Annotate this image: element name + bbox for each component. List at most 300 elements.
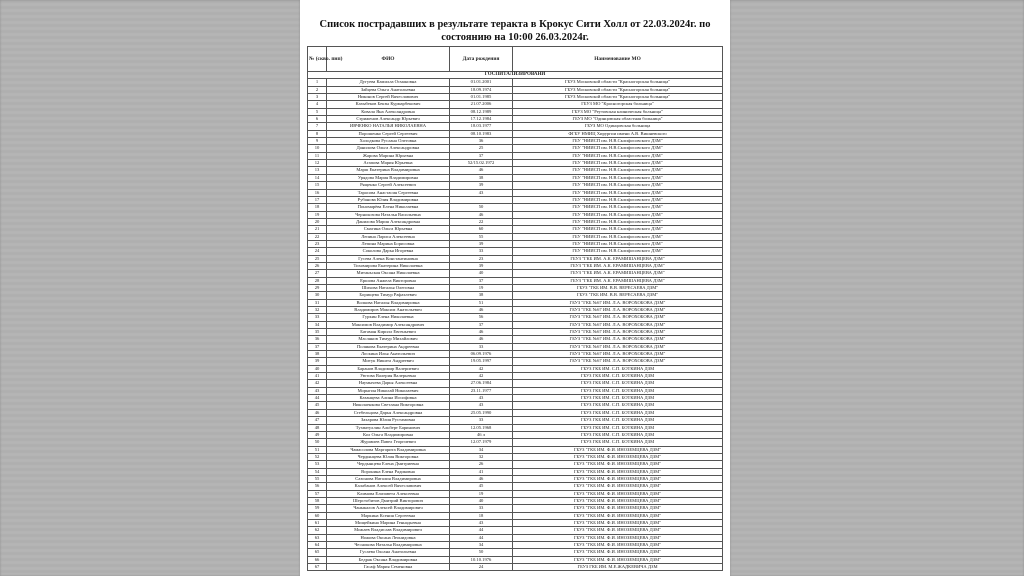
header-fio: ФИО [327,47,450,72]
row-fio: Климова Елизавета Алексеевна [327,490,450,497]
row-number: 16 [308,189,327,196]
row-mo: ГБУ "НИИСП им. Н.В.Склифосовского ДЗМ" [513,182,723,189]
row-mo: ГБУЗ "ГКБ ИМ. А.К. ЕРАМИШАНЦЕВА ДЗМ" [513,262,723,269]
row-number: 36 [308,336,327,343]
row-fio: ИВЧЕНКО НАТАЛЬЯ НИКОЛАЕВНА [327,123,450,130]
row-number: 21 [308,226,327,233]
table-row [308,299,723,306]
row-dob: 43 [450,519,513,526]
row-mo: ГБУЗ ГКБ ИМ. С.П. БОТКИНА ДЗМ [513,387,723,394]
table-row [308,542,723,549]
row-dob: 18.03.1977 [450,123,513,130]
row-fio: Гусаева Оксана Анатольевна [327,549,450,556]
row-mo: ГБУЗ ГКБ ИМ. С.П. БОТКИНА ДЗМ [513,431,723,438]
table-row [308,512,723,519]
row-dob: 19.05.1997 [450,358,513,365]
row-number: 61 [308,519,327,526]
row-mo: ГБУ "НИИСП им. Н.В.Склифосовского ДЗМ" [513,167,723,174]
row-fio: Полякова Екатерина Андреевна [327,343,450,350]
row-fio: Батаман Кирилл Евгеньевич [327,329,450,336]
row-fio: Уютова Валерия Валерьевна [327,373,450,380]
row-number: 67 [308,564,327,571]
row-fio: Дугуева Камилла Османовна [327,79,450,86]
table-row [308,307,723,314]
row-dob: 22 [450,218,513,225]
table-row [308,431,723,438]
row-dob: 25 [450,145,513,152]
row-fio: Бедрак Оксана Владимировна [327,556,450,563]
row-number: 13 [308,167,327,174]
row-dob: 42 [450,373,513,380]
row-number: 44 [308,395,327,402]
row-mo: ГБУЗ "ГКБ ИМ. Ф.И. ИНОЗЕМЦЕВА ДЗМ" [513,461,723,468]
row-number: 25 [308,255,327,262]
row-dob: 46 [450,211,513,218]
row-dob: 10.10.1976 [450,556,513,563]
row-dob [450,196,513,203]
row-mo: ГБУЗ "ГКБ ИМ. В.В. ВЕРЕСАЕВА ДЗМ" [513,284,723,291]
table-row [308,380,723,387]
row-mo: ФГБУ НМИЦ Хирургии имени А.В. Вишневского [513,130,723,137]
table-row [308,130,723,137]
row-mo: ГБУЗ ГКБ ИМ. М.Е.ЖАДКЕВИЧА ДЗМ [513,564,723,571]
row-mo: ГБУЗ ГКБ ИМ. С.П. БОТКИНА ДЗМ [513,424,723,431]
row-number: 22 [308,233,327,240]
section-row [308,72,723,79]
row-mo: ГБУЗ МО "Красногорская больница" [513,101,723,108]
row-number: 42 [308,380,327,387]
row-mo: ГБУЗ "ГКБ №67 ИМ. Л.А. ВОРОХОБОВА ДЗМ" [513,336,723,343]
row-mo: ГБУЗ "ГКБ ИМ. А.К. ЕРАМИШАНЦЕВА ДЗМ" [513,270,723,277]
row-mo: ГБУ "НИИСП им. Н.В.Склифосовского ДЗМ" [513,248,723,255]
row-number: 35 [308,329,327,336]
row-dob: 50 [450,549,513,556]
row-number: 39 [308,358,327,365]
row-fio: Воронина Елена Радиковна [327,468,450,475]
row-number: 10 [308,145,327,152]
row-number: 46 [308,409,327,416]
table-header-row [308,47,723,72]
row-fio: Митук Никита Андреевич [327,358,450,365]
row-fio: Митаньская Оксана Николаевна [327,270,450,277]
row-fio: Стебельцова Дарья Александровна [327,409,450,416]
row-number: 17 [308,196,327,203]
table-row [308,160,723,167]
row-number: 31 [308,299,327,306]
row-dob: 33 [450,417,513,424]
table-row [308,123,723,130]
table-row [308,262,723,269]
row-mo: ГБУЗ "ГКБ ИМ. Ф.И. ИНОЗЕМЦЕВА ДЗМ" [513,527,723,534]
row-mo: ГБУ "НИИСП им. Н.В.Склифосовского ДЗМ" [513,240,723,247]
row-fio: Казанцева Алина Иосифовна [327,395,450,402]
row-number: 62 [308,527,327,534]
table-row [308,182,723,189]
row-number: 54 [308,468,327,475]
row-fio: Чеснокова Наталья Владимировна [327,542,450,549]
table-row [308,240,723,247]
row-number: 48 [308,424,327,431]
row-dob: 43 [450,402,513,409]
row-dob: 39 [450,262,513,269]
row-number: 64 [308,542,327,549]
table-row [308,461,723,468]
table-row [308,395,723,402]
row-dob: 40 [450,270,513,277]
row-mo: ГБУЗ "ГКБ ИМ. Ф.И. ИНОЗЕМЦЕВА ДЗМ" [513,475,723,482]
row-dob: 01.01.1985 [450,94,513,101]
row-dob: 25.05.1990 [450,409,513,416]
row-dob: 46 [450,336,513,343]
table-row [308,336,723,343]
table-row [308,424,723,431]
row-number: 24 [308,248,327,255]
row-fio: Ножова Оксана Леонидовна [327,534,450,541]
row-dob: 46 л [450,431,513,438]
row-number: 57 [308,490,327,497]
row-number: 20 [308,218,327,225]
row-mo: ГБУЗ "ГКБ №67 ИМ. Л.А. ВОРОХОБОВА ДЗМ" [513,351,723,358]
table-row [308,292,723,299]
row-number: 34 [308,321,327,328]
row-number: 40 [308,365,327,372]
table-row [308,483,723,490]
row-number: 26 [308,262,327,269]
row-dob: 19 [450,284,513,291]
row-number: 55 [308,475,327,482]
row-dob: 24 [450,564,513,571]
row-dob: 38 [450,292,513,299]
row-fio: Чердынцева Елена Дмитриевна [327,461,450,468]
table-row [308,527,723,534]
row-fio: Баранов Владимир Валериевич [327,365,450,372]
document-title: Список пострадавших в результате теракта в Крокус Сити Холл от 22.03.2024г. по состоянию на 10:00 26.03.2024г. [319,19,711,43]
row-mo: ГБУЗ "ГКБ ИМ. А.К. ЕРАМИШАНЦЕВА ДЗМ" [513,277,723,284]
row-number: 27 [308,270,327,277]
row-mo: ГБУЗ ГКБ ИМ. С.П. БОТКИНА ДЗМ [513,395,723,402]
table-row [308,373,723,380]
table-row [308,204,723,211]
row-number: 23 [308,240,327,247]
row-mo: ГБУЗ "ГКБ №67 ИМ. Л.А. ВОРОХОБОВА ДЗМ" [513,343,723,350]
row-mo: ГБУЗ ГКБ ИМ. С.П. БОТКИНА ДЗМ [513,409,723,416]
row-mo: ГБУ "НИИСП им. Н.В.Склифосовского ДЗМ" [513,138,723,145]
row-dob: 52/15.02.1972 [450,160,513,167]
row-mo: ГБУЗ "ГКБ №67 ИМ. Л.А. ВОРОХОБОВА ДЗМ" [513,329,723,336]
row-fio: Гасаф Мария Семеновна [327,564,450,571]
row-number: 7 [308,123,327,130]
table-row [308,387,723,394]
table-row [308,284,723,291]
row-dob: 45 [450,483,513,490]
table-row [308,314,723,321]
row-dob: 27.06.1984 [450,380,513,387]
table-row [308,152,723,159]
row-dob: 44 [450,527,513,534]
row-fio: Порошенко Сергей Сергеевич [327,130,450,137]
row-fio: Ковала Яна Александровна [327,108,450,115]
row-fio: Кол Ольга Владимировна [327,431,450,438]
row-fio: Стриженов Александр Юрьевич [327,116,450,123]
row-fio: Пономарёва Елена Николаевна [327,204,450,211]
row-fio: Тихомирова Екатерина Николаевна [327,262,450,269]
row-dob: 39 [450,240,513,247]
table-row [308,270,723,277]
row-fio: Маслянов Тимур Михайлович [327,336,450,343]
row-fio: Урядова Мария Владимировна [327,174,450,181]
row-dob: 19 [450,490,513,497]
table-row [308,409,723,416]
row-fio: Чердынцева Юлия Викторовна [327,453,450,460]
row-mo: ГБУЗ ГКБ ИМ. С.П. БОТКИНА ДЗМ [513,402,723,409]
row-mo: ГБУЗ "ГКБ ИМ. В.В. ВЕРЕСАЕВА ДЗМ" [513,292,723,299]
row-dob: 23.11.1977 [450,387,513,394]
row-dob: 50 [450,204,513,211]
row-fio: Максимов Владимир Александрович [327,321,450,328]
row-number: 9 [308,138,327,145]
row-fio: Агапова Мария Юрьевна [327,160,450,167]
row-fio: Марш Екатерина Владимировна [327,167,450,174]
row-mo: ГБУЗ "ГКБ ИМ. Ф.И. ИНОЗЕМЦЕВА ДЗМ" [513,468,723,475]
table-row [308,468,723,475]
table-body [308,72,723,571]
row-mo: ГБУ "НИИСП им. Н.В.Склифосовского ДЗМ" [513,145,723,152]
row-mo: ГБУЗ Московской области "Красногорская больница" [513,79,723,86]
table-row [308,534,723,541]
row-mo: ГБУЗ ГКБ ИМ. С.П. БОТКИНА ДЗМ [513,417,723,424]
row-number: 11 [308,152,327,159]
table-row [308,564,723,571]
row-dob: 08.10.1983 [450,130,513,137]
row-dob: 42 [450,365,513,372]
row-mo: ГБУЗ "ГКБ ИМ. Ф.И. ИНОЗЕМЦЕВА ДЗМ" [513,542,723,549]
row-dob: 40 [450,497,513,504]
table-row [308,277,723,284]
row-dob: 55 [450,233,513,240]
row-fio: Рященко Сергей Алексеевич [327,182,450,189]
table-row [308,116,723,123]
table-row [308,218,723,225]
table-row [308,351,723,358]
row-mo: ГБУ "НИИСП им. Н.В.Склифосовского ДЗМ" [513,174,723,181]
row-dob: 26 [450,461,513,468]
row-number: 50 [308,439,327,446]
table-row [308,174,723,181]
row-dob: 33 [450,248,513,255]
row-mo: ГБУ "НИИСП им. Н.В.Склифосовского ДЗМ" [513,189,723,196]
row-number: 47 [308,417,327,424]
row-fio: Чаныкалов Алексей Владимирович [327,505,450,512]
row-number: 15 [308,182,327,189]
row-mo: ГБУЗ МО Одинцовская больница [513,123,723,130]
row-fio: Соколова Дарья Игоревна [327,248,450,255]
row-mo: ГБУЗ МО "Реутовская клиническая больница" [513,108,723,115]
row-fio: Борищева Тимур Рафаэлевич [327,292,450,299]
row-mo: ГБУЗ "ГКБ ИМ. Ф.И. ИНОЗЕМЦЕВА ДЗМ" [513,446,723,453]
row-mo: ГБУЗ "ГКБ ИМ. Ф.И. ИНОЗЕМЦЕВА ДЗМ" [513,453,723,460]
table-row [308,211,723,218]
row-mo: ГБУ "НИИСП им. Н.В.Склифосовского ДЗМ" [513,152,723,159]
row-mo: ГБУ "НИИСП им. Н.В.Склифосовского ДЗМ" [513,218,723,225]
row-fio: Шихова Наталья Олеговна [327,284,450,291]
row-number: 12 [308,160,327,167]
row-fio: Холодкова Руслана Олеговна [327,138,450,145]
row-mo: ГБУ "НИИСП им. Н.В.Склифосовского ДЗМ" [513,211,723,218]
row-fio: Никонов Сергей Вячеславович [327,94,450,101]
table-row [308,358,723,365]
row-dob: 38 [450,174,513,181]
row-fio: Маркина Ксения Сергеевна [327,512,450,519]
row-dob: 41 [450,468,513,475]
row-fio: Владимиров Максим Анатольевич [327,307,450,314]
table-row [308,145,723,152]
row-mo: ГБУ "НИИСП им. Н.В.Склифосовского ДЗМ" [513,196,723,203]
table-row [308,226,723,233]
row-mo: ГБУ "НИИСП им. Н.В.Склифосовского ДЗМ" [513,233,723,240]
row-dob: 21.07.2006 [450,101,513,108]
table-row [308,196,723,203]
table-row [308,453,723,460]
row-dob: 34 [450,446,513,453]
row-number: 45 [308,402,327,409]
row-number: 28 [308,277,327,284]
row-mo: ГБУЗ ГКБ ИМ. С.П. БОТКИНА ДЗМ [513,373,723,380]
table-row [308,446,723,453]
row-fio: Мищейкина Марина Геннадьевна [327,519,450,526]
table-row [308,497,723,504]
row-fio: Лепина Марина Борисовна [327,240,450,247]
row-mo: ГБУЗ "ГКБ ИМ. Ф.И. ИНОЗЕМЦЕВА ДЗМ" [513,534,723,541]
row-dob: 43 [450,189,513,196]
table-row [308,255,723,262]
table-row [308,138,723,145]
row-number: 53 [308,461,327,468]
table-row [308,519,723,526]
row-number: 3 [308,94,327,101]
row-number: 49 [308,431,327,438]
row-dob: 46 [450,475,513,482]
table-row [308,365,723,372]
row-number: 66 [308,556,327,563]
row-fio: Волкова Наталья Владимировна [327,299,450,306]
row-number: 59 [308,505,327,512]
table-row [308,417,723,424]
row-number: 52 [308,453,327,460]
row-mo: ГБУ "НИИСП им. Н.В.Склифосовского ДЗМ" [513,226,723,233]
row-mo: ГБУЗ "ГКБ №67 ИМ. Л.А. ВОРОХОБОВА ДЗМ" [513,358,723,365]
table-row [308,94,723,101]
row-dob: 18.09.1974 [450,86,513,93]
row-number: 2 [308,86,327,93]
row-mo: ГБУЗ "ГКБ №67 ИМ. Л.А. ВОРОХОБОВА ДЗМ" [513,307,723,314]
row-dob: 08.12.1989 [450,108,513,115]
row-mo: ГБУЗ ГКБ ИМ. С.П. БОТКИНА ДЗМ [513,380,723,387]
row-fio: Шерстобитов Дмитрий Викторович [327,497,450,504]
row-fio: Тухватуллин Альберт Баринович [327,424,450,431]
table-row [308,329,723,336]
table-row [308,108,723,115]
row-fio: Захарова Юлия Рустамовна [327,417,450,424]
row-fio: Калабанов Алексей Вячеславович [327,483,450,490]
row-fio: Можаев Владислав Владимирович [327,527,450,534]
row-fio: Николаенкова Светлана Викторовна [327,402,450,409]
table-row [308,490,723,497]
row-dob: 46 [450,307,513,314]
row-number: 38 [308,351,327,358]
row-dob: 17.12.1984 [450,116,513,123]
row-mo: ГБУЗ "ГКБ ИМ. Ф.И. ИНОЗЕМЦЕВА ДЗМ" [513,519,723,526]
row-mo: ГБУЗ "ГКБ №67 ИМ. Л.А. ВОРОХОБОВА ДЗМ" [513,314,723,321]
row-number: 1 [308,79,327,86]
row-mo: ГБУЗ "ГКБ ИМ. Ф.И. ИНОЗЕМЦЕВА ДЗМ" [513,549,723,556]
row-fio: Ершова Анжела Викторовна [327,277,450,284]
row-number: 60 [308,512,327,519]
row-dob: 34 [450,542,513,549]
table-row [308,101,723,108]
row-dob: 46 [450,167,513,174]
row-fio: Гуркин Елена Николаевна [327,314,450,321]
row-fio: Сазонова Наталия Владимировна [327,475,450,482]
row-dob: 12.05.1968 [450,424,513,431]
row-fio: Данилова Ольга Александровна [327,145,450,152]
row-number: 30 [308,292,327,299]
table-row [308,402,723,409]
row-dob: 44 [450,534,513,541]
row-dob: 37 [450,152,513,159]
row-mo: ГБУЗ "ГКБ ИМ. А.К. ЕРАМИШАНЦЕВА ДЗМ" [513,255,723,262]
row-dob: 32 [450,453,513,460]
row-mo: ГБУ "НИИСП им. Н.В.Склифосовского ДЗМ" [513,160,723,167]
row-number: 65 [308,549,327,556]
row-number: 51 [308,446,327,453]
row-dob: 37 [450,277,513,284]
row-number: 14 [308,174,327,181]
row-number: 19 [308,211,327,218]
row-mo: ГБУЗ "ГКБ ИМ. Ф.И. ИНОЗЕМЦЕВА ДЗМ" [513,512,723,519]
header-mo: Наименование МО [513,47,723,72]
row-number: 18 [308,204,327,211]
row-dob: 01.01.2001 [450,79,513,86]
table-row [308,439,723,446]
row-number: 58 [308,497,327,504]
table-row [308,505,723,512]
row-dob: 56 [450,314,513,321]
row-dob: 33 [450,505,513,512]
row-dob: 37 [450,321,513,328]
table-row [308,233,723,240]
row-dob: 33 [450,343,513,350]
row-number: 43 [308,387,327,394]
row-fio: Лепина Лариса Алексеевна [327,233,450,240]
row-fio: Жарова Марина Юрьевна [327,152,450,159]
background-blur-left [0,0,300,576]
row-mo: ГБУЗ МО "Одинцовская областная больница" [513,116,723,123]
table-row [308,79,723,86]
row-number: 56 [308,483,327,490]
row-number: 37 [308,343,327,350]
row-dob: 51 [450,299,513,306]
row-number: 32 [308,307,327,314]
row-number: 33 [308,314,327,321]
row-mo: ГБУЗ Московской области "Красногорская больница" [513,86,723,93]
table-row [308,549,723,556]
table-row [308,475,723,482]
row-dob: 43 [450,395,513,402]
table-row [308,321,723,328]
row-fio: Рубанова Юлия Владимировна [327,196,450,203]
row-fio: Данилова Мария Александровна [327,218,450,225]
row-mo: ГБУЗ "ГКБ ИМ. Ф.И. ИНОЗЕМЦЕВА ДЗМ" [513,497,723,504]
